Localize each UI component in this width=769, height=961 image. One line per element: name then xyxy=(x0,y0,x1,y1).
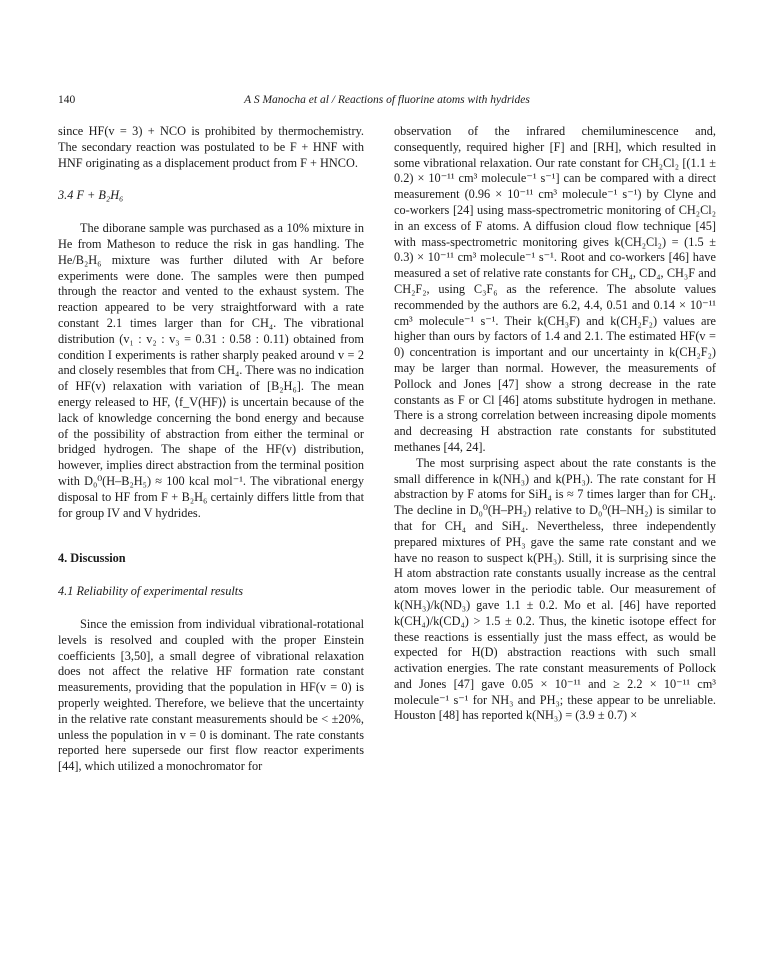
subsection-heading: 3.4 F + B₂H₆ xyxy=(58,188,124,203)
body-paragraph: The most surprising aspect about the rate constants is the small difference in k(NH₃) and k(PH₃). The rate constant for H abstraction by F atoms for SiH₄ is ≈ 7 times larger than for CH₄. The decline in D₀⁰(H–PH₂) relative to D₀⁰(H–NH₂) is similar to that for CH₄ and SiH₄. Nevertheless, three independently prepared mixtures of PH₃ gave the same rate constant and we have no reason to suspect k(PH₃). Still, it is surprising since the H atom abstraction rate constants usually increase as the central atom moves lower in the periodic table. Our measurement of k(NH₃)/k(ND₃) gave 1.1 ± 0.2. Mo et al. [46] have reported k(CH₄)/k(CD₄) > 1.5 ± 0.2. Thus, the kinetic isotope effect for these reactions is essentially just the mass effect, as would be expected for H(D) abstraction reactions with such small activation energies. The rate constant measurements of Pollock and Jones [47] gave 0.05 × 10⁻¹¹ and ≥ 2.2 × 10⁻¹¹ cm³ molecule⁻¹ s⁻¹ for NH₃ and PH₃; these appear to be unreliable. Houston [48] has reported k(NH₃) = (3.9 ± 0.7) × xyxy=(394,455,716,723)
subsection-heading: 4.1 Reliability of experimental results xyxy=(58,584,243,599)
page-number: 140 xyxy=(58,94,76,106)
section-heading: 4. Discussion xyxy=(58,551,126,566)
running-head: A S Manocha et al / Reactions of fluorine atoms with hydrides xyxy=(244,94,530,106)
body-paragraph: Since the emission from individual vibrational-rotational levels is resolved and coupled with the proper Einstein coefficients [3,50], a small degree of vibrational relaxation does not affect the relative HF formation rate constant measurements, providing that the population in HF(v = 0) is properly weighted. Therefore, we believe that the uncertainty in the relative rate constant measurements should be < ±20%, unless the population in v = 0 is dominant. The rate constants reported here supersede our first flow reactor experiments [44], which utilized a monochromator for xyxy=(58,616,364,774)
body-paragraph: observation of the infrared chemiluminescence and, consequently, required higher [F] and [RH], which resulted in some vibrational relaxation. Our rate constant for CH₂Cl₂ [(1.1 ± 0.2) × 10⁻¹¹ cm³ molecule⁻¹ s⁻¹] can be compared with a direct measurement (0.96 × 10⁻¹¹ cm³ molecule⁻¹ s⁻¹) by Clyne and co-workers [24] using mass-spectrometric monitoring of CH₂Cl₂ in an excess of F atoms. A diffusion cloud flow technique [45] with mass-spectrometric monitoring gives k(CH₂Cl₂) = (1.5 ± 0.3) × 10⁻¹¹ cm³ molecule⁻¹ s⁻¹. Root and co-workers [46] have measured a set of relative rate constants for CH₄, CD₄, CH₃F and CH₂F₂, using C₃F₆ as the reference. The absolute values recommended by the authors are 6.2, 4.4, 0.51 and 0.14 × 10⁻¹¹ cm³ molecule⁻¹ s⁻¹. Their k(CH₃F) and k(CH₂F₂) values are higher than ours by factors of 1.4 and 2.1. The estimated HF(v = 0) concentration is important and our uncertainty in k(CH₂F₂) may be larger than normal. However, the measurements of Pollock and Jones [47] show a strong decrease in the rate constants as F or Cl [46] atoms substitute hydrogen in methane. There is a strong correlation between increasing dipole moments and decreasing H abstraction rate constants for substituted methanes [44, 24]. xyxy=(394,124,716,454)
right-column xyxy=(394,124,716,724)
page-header xyxy=(58,94,716,110)
body-paragraph: since HF(v = 3) + NCO is prohibited by thermochemistry. The secondary reaction was postulated to be F + HNF with HNF originating as a displacement product from F + HNCO. xyxy=(58,124,364,170)
left-column xyxy=(58,124,364,775)
body-paragraph: The diborane sample was purchased as a 10% mixture in He from Matheson to reduce the risk in gas handling. The He/B₂H₆ mixture was further diluted with Ar before experiments were done. The samples were then pumped through the reactor and vented to the exhaust system. The reaction appeared to be very straightforward with a rate constant 2.1 times larger than for CH₄. The vibrational distribution (v₁ : v₂ : v₃ = 0.31 : 0.58 : 0.11) obtained from condition I experiments is rather sharply peaked around v = 2 and closely resembles that from CH₄. There was no indication of HF(v) relaxation with variation of [B₂H₆]. The mean energy released to HF, ⟨f_V(HF)⟩ is uncertain because of the lack of knowledge concerning the bond energy and because of the possibility of abstraction from either the terminal or bridged hydrogen. The shape of the HF(v) distribution, however, implies direct abstraction from the terminal position with D₀⁰(H–B₂H₅) ≈ 100 kcal mol⁻¹. The vibrational energy disposal to HF from F + B₂H₆ certainly differs little from that for group IV and V hydrides. xyxy=(58,221,364,520)
